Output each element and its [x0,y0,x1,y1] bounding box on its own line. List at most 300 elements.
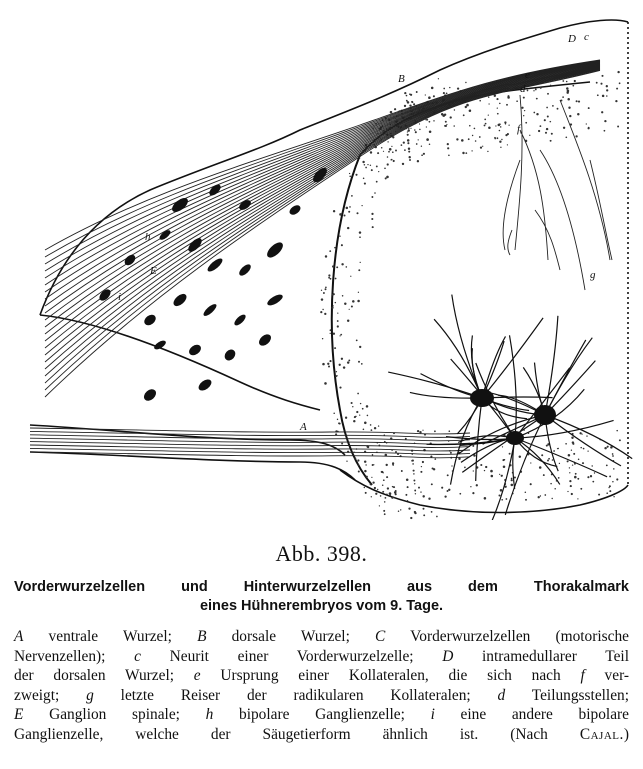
stipple-dot [325,255,327,257]
stipple-dot [544,119,546,121]
stipple-dot [434,458,436,460]
stipple-dot [349,173,350,174]
stipple-dot [413,473,415,475]
stipple-dot [598,494,600,496]
stipple-dot [352,406,353,407]
stipple-dot [341,244,343,246]
stipple-dot [488,103,489,104]
stipple-dot [378,171,379,172]
stipple-dot [366,405,369,408]
stipple-dot [569,467,570,468]
stipple-dot [619,82,621,84]
stipple-dot [567,460,569,462]
legend-text: Ganglion spinale; [23,706,206,724]
stipple-dot [509,453,511,455]
legend-symbol: f [580,667,585,685]
stipple-dot [571,450,572,451]
stipple-dot [321,298,323,300]
stipple-dot [374,427,376,429]
stipple-dot [587,476,589,478]
stipple-dot [441,487,443,489]
stipple-dot [321,290,322,291]
fiber [45,65,600,320]
stipple-dot [431,483,433,485]
stipple-dot [608,487,609,488]
stipple-dot [525,499,527,501]
stipple-dot [408,151,410,153]
stipple-dot [404,92,406,94]
stipple-dot [573,453,575,455]
stipple-dot [346,461,347,462]
stipple-dot [609,475,611,477]
caption-title-line-1: Vorderwurzelzellen und Hinterwurzelzellen aus dem Thorakalmark [14,579,629,595]
stipple-dot [381,471,383,473]
stipple-dot [358,361,360,363]
stipple-dot [617,71,619,73]
stipple-dot [597,94,599,96]
stipple-dot [557,108,559,110]
stipple-dot [359,346,361,348]
stipple-dot [447,143,449,145]
stipple-dot [418,487,420,489]
stipple-dot [348,359,350,361]
stipple-dot [354,457,356,459]
stipple-dot [499,474,500,475]
stipple-dot [552,105,554,107]
stipple-dot [409,93,411,95]
legend-text: ver- [584,667,630,685]
stipple-dot [453,125,455,127]
stipple-dot [591,465,592,466]
stipple-dot [408,148,410,150]
stipple-dot [367,164,368,165]
stipple-dot [394,491,397,494]
stipple-dot [484,497,487,500]
stipple-dot [485,466,487,468]
stipple-dot [387,141,388,142]
stipple-dot [449,87,450,88]
stipple-dot [571,493,573,495]
legend-symbol: i [430,706,435,724]
stipple-dot [359,414,360,415]
stipple-dot [389,148,392,151]
stipple-dot [350,276,351,277]
legend-text: intramedullarer Teil [453,647,629,665]
stipple-dot [393,486,395,488]
stipple-dot [519,455,521,457]
stipple-dot [476,484,478,486]
stipple-dot [594,472,595,473]
fiber [45,68,600,362]
stipple-dot [394,108,396,110]
stipple-dot [377,489,378,490]
stipple-dot [474,128,476,130]
stipple-dot [365,464,366,465]
legend-symbol: c [134,647,141,665]
stipple-dot [322,309,323,310]
stipple-dot [499,130,501,132]
stipple-dot [617,126,619,128]
ganglion-cell [158,229,172,242]
stipple-dot [360,262,361,263]
stipple-dot [410,128,411,129]
stipple-dot [419,431,421,433]
stipple-dot [596,82,598,84]
stipple-dot [339,213,342,216]
stipple-dot [401,470,403,472]
stipple-dot [571,436,573,438]
stipple-dot [421,466,422,467]
stipple-dot [566,87,569,90]
stipple-dot [407,139,410,142]
stipple-dot [413,103,415,105]
stipple-dot [500,489,503,492]
stipple-dot [606,492,608,494]
stipple-dot [475,140,477,142]
stipple-dot [404,149,406,151]
stipple-dot [480,464,482,466]
stipple-dot [463,114,465,116]
author-name: Cajal. [579,725,624,743]
stipple-dot [484,470,485,471]
fiber [45,64,600,306]
stipple-dot [348,211,350,213]
stipple-dot [387,156,389,158]
stipple-dot [562,96,564,98]
stipple-dot [550,483,552,485]
stipple-dot [606,95,608,97]
stipple-dot [356,212,358,214]
stipple-dot [389,494,391,496]
stipple-dot [530,87,531,88]
stipple-dot [539,125,541,127]
stipple-dot [546,107,548,109]
stipple-dot [331,307,333,309]
legend-text: Teilungsstellen; [505,686,630,704]
stipple-dot [329,250,331,252]
stipple-dot [465,106,467,108]
stipple-dot [320,311,322,313]
stipple-dot [443,92,445,94]
stipple-dot [479,136,481,138]
stipple-dot [370,483,372,485]
stipple-dot [604,447,606,449]
legend-symbol: A [14,628,24,645]
stipple-dot [527,90,529,92]
stipple-dot [393,160,395,162]
stipple-dot [572,85,574,87]
stipple-dot [538,130,540,132]
stipple-dot [346,266,348,268]
stipple-dot [383,151,384,152]
stipple-dot [423,508,425,510]
stipple-dot [361,363,363,365]
stipple-dot [356,411,358,413]
stipple-dot [415,493,416,494]
stipple-dot [425,94,426,95]
stipple-dot [324,382,327,385]
stipple-dot [606,89,608,91]
stipple-dot [601,75,603,77]
stipple-dot [377,152,379,154]
stipple-dot [333,293,335,295]
stipple-dot [616,478,618,480]
ganglion-cell [197,377,214,393]
stipple-dot [409,156,411,158]
ganglion-cell [187,343,203,358]
stipple-dot [606,85,608,87]
stipple-dot [387,487,389,489]
stipple-dot [578,459,580,461]
stipple-dot [351,195,353,197]
legend-line [14,686,629,706]
stipple-dot [386,176,389,179]
stipple-dot [577,478,579,480]
label-h: h [145,231,151,243]
stipple-dot [422,495,424,497]
stipple-dot [328,277,330,279]
stipple-dot [444,125,446,127]
stipple [320,71,621,519]
stipple-dot [361,205,362,206]
stipple-dot [487,151,488,152]
legend-symbol: h [205,706,214,724]
fiber [45,69,600,370]
stipple-dot [384,167,386,169]
stipple-dot [444,495,446,497]
label-A: A [300,421,307,433]
stipple-dot [557,448,558,449]
stipple-dot [514,476,516,478]
stipple-dot [337,419,338,420]
stipple-dot [363,429,365,431]
ganglion-cell [233,313,248,327]
stipple-dot [330,278,332,280]
stipple-dot [362,408,364,410]
legend-text: bipolare Ganglienzelle; [213,706,431,724]
stipple-dot [582,462,584,464]
stipple-dot [421,146,422,147]
stipple-dot [325,288,327,290]
stipple-dot [406,478,409,481]
stipple-dot [525,491,527,493]
stipple-dot [604,120,606,122]
stipple-dot [364,183,366,185]
stipple-dot [359,236,361,238]
stipple-dot [341,443,343,445]
stipple-dot [495,125,496,126]
stipple-dot [613,496,614,497]
stipple-dot [506,104,508,106]
fiber [45,66,600,334]
stipple-dot [339,335,340,336]
stipple-dot [544,494,546,496]
stipple-dot [429,130,432,133]
stipple-dot [612,481,613,482]
stipple-dot [333,412,335,414]
stipple-dot [374,487,376,489]
stipple-dot [550,85,551,86]
stipple-dot [380,495,382,497]
stipple-dot [566,81,568,83]
stipple-dot [579,432,581,434]
stipple-dot [580,447,582,449]
legend-text: Vorderwurzelzellen (motorische [385,628,629,645]
ganglion-cell [257,332,273,348]
stipple-dot [498,494,500,496]
stipple-dot [505,134,507,136]
stipple-dot [554,488,556,490]
stipple-dot [420,491,421,492]
legend-line [14,627,629,647]
stipple-dot [417,430,419,432]
stipple-dot [383,472,384,473]
ventral-fiber [30,448,470,454]
legend-line [14,666,629,686]
stipple-dot [371,213,373,215]
stipple-dot [329,360,331,362]
stipple-dot [395,150,397,152]
stipple-dot [567,98,570,101]
stipple-dot [577,498,578,499]
stipple-dot [344,303,346,305]
stipple-dot [447,474,449,476]
stipple-dot [412,460,414,462]
dendrite [545,316,558,415]
stipple-dot [410,517,412,519]
stipple-dot [400,509,401,510]
stipple-dot [600,83,602,85]
stipple-dot [536,98,538,100]
stipple-dot [371,218,373,220]
stipple-dot [581,433,582,434]
stipple-dot [524,110,525,111]
stipple-dot [454,109,455,110]
stipple-dot [417,160,419,162]
legend-text: eine andere bipolare [434,706,629,724]
stipple-dot [569,480,571,482]
stipple-dot [419,129,421,131]
stipple-dot [525,122,527,124]
stipple-dot [391,146,392,147]
dendrite [515,438,607,477]
stipple-dot [322,363,325,366]
legend-text: Ursprung einer Kollateralen, die sich nach [200,667,581,685]
stipple-dot [371,496,372,497]
stipple-dot [433,95,435,97]
stipple-dot [370,165,371,166]
stipple-dot [448,489,450,491]
stipple-dot [405,494,407,496]
stipple-dot [339,236,340,237]
label-i: i [118,291,122,303]
stipple-dot [485,123,487,125]
stipple-dot [433,468,435,470]
stipple-dot [334,247,336,249]
stipple-dot [414,490,416,492]
stipple-dot [583,448,585,450]
legend-text: Ganglienzelle, welche der Säugetierform ähnlich ist. (Nach [14,725,580,743]
stipple-dot [497,113,499,115]
stipple-dot [459,493,461,495]
stipple-dot [330,333,331,334]
stipple-dot [357,300,360,303]
stipple-dot [466,104,469,107]
stipple-dot [473,470,474,471]
legend-text: Neurit einer Vorderwurzelzelle; [140,647,443,665]
stipple-dot [450,116,452,118]
stipple-dot [359,158,360,159]
stipple-dot [465,82,466,83]
stipple-dot [407,500,408,501]
stipple-dot [568,106,570,108]
stipple-dot [448,154,450,156]
stipple-dot [484,119,486,121]
stipple-dot [330,329,332,331]
stipple-dot [530,462,531,463]
stipple-dot [469,109,472,112]
stipple-dot [429,144,431,146]
stipple-dot [499,103,501,105]
stipple-dot [558,477,560,479]
stipple-dot [364,164,366,166]
motor-cell-dendrites [388,295,632,520]
stipple-dot [370,151,372,153]
stipple-dot [572,441,574,443]
stipple-dot [423,514,425,516]
stipple-dot [371,196,373,198]
stipple-dot [572,464,573,465]
legend-text: Nervenzellen); [14,647,135,665]
stipple-dot [479,100,481,102]
stipple-dot [488,96,489,97]
stipple-dot [565,136,567,138]
legend-line [14,705,629,725]
stipple-dot [375,493,377,495]
stipple-dot [469,125,471,127]
stipple-dot [414,129,416,131]
ganglion-cell [266,292,285,307]
legend-text: der dorsalen Wurzel; [14,667,194,685]
stipple-dot [563,127,565,129]
label-d: d [520,83,526,95]
stipple-dot [365,167,367,169]
dendrite [545,415,632,459]
stipple-dot [336,266,338,268]
ganglion-cell [170,195,191,214]
ganglion-cell [288,203,302,216]
stipple-dot [575,135,577,137]
stipple-dot [335,375,337,377]
stipple-dot [468,138,470,140]
stipple-dot [426,126,427,127]
stipple-dot [343,214,345,216]
stipple-dot [429,121,431,123]
stipple-dot [612,455,614,457]
stipple-dot [357,459,359,461]
legend-symbol: E [14,706,24,724]
stipple-dot [574,80,576,82]
stipple-dot [414,483,415,484]
stipple-dot [446,124,447,125]
stipple-dot [588,127,590,129]
stipple-dot [482,146,483,147]
stipple-dot [384,513,386,515]
legend-text: letzte Reiser der radikularen Kollateralen; [93,686,498,704]
stipple-dot [472,445,474,447]
stipple-dot [434,430,436,432]
stipple-dot [413,480,415,482]
